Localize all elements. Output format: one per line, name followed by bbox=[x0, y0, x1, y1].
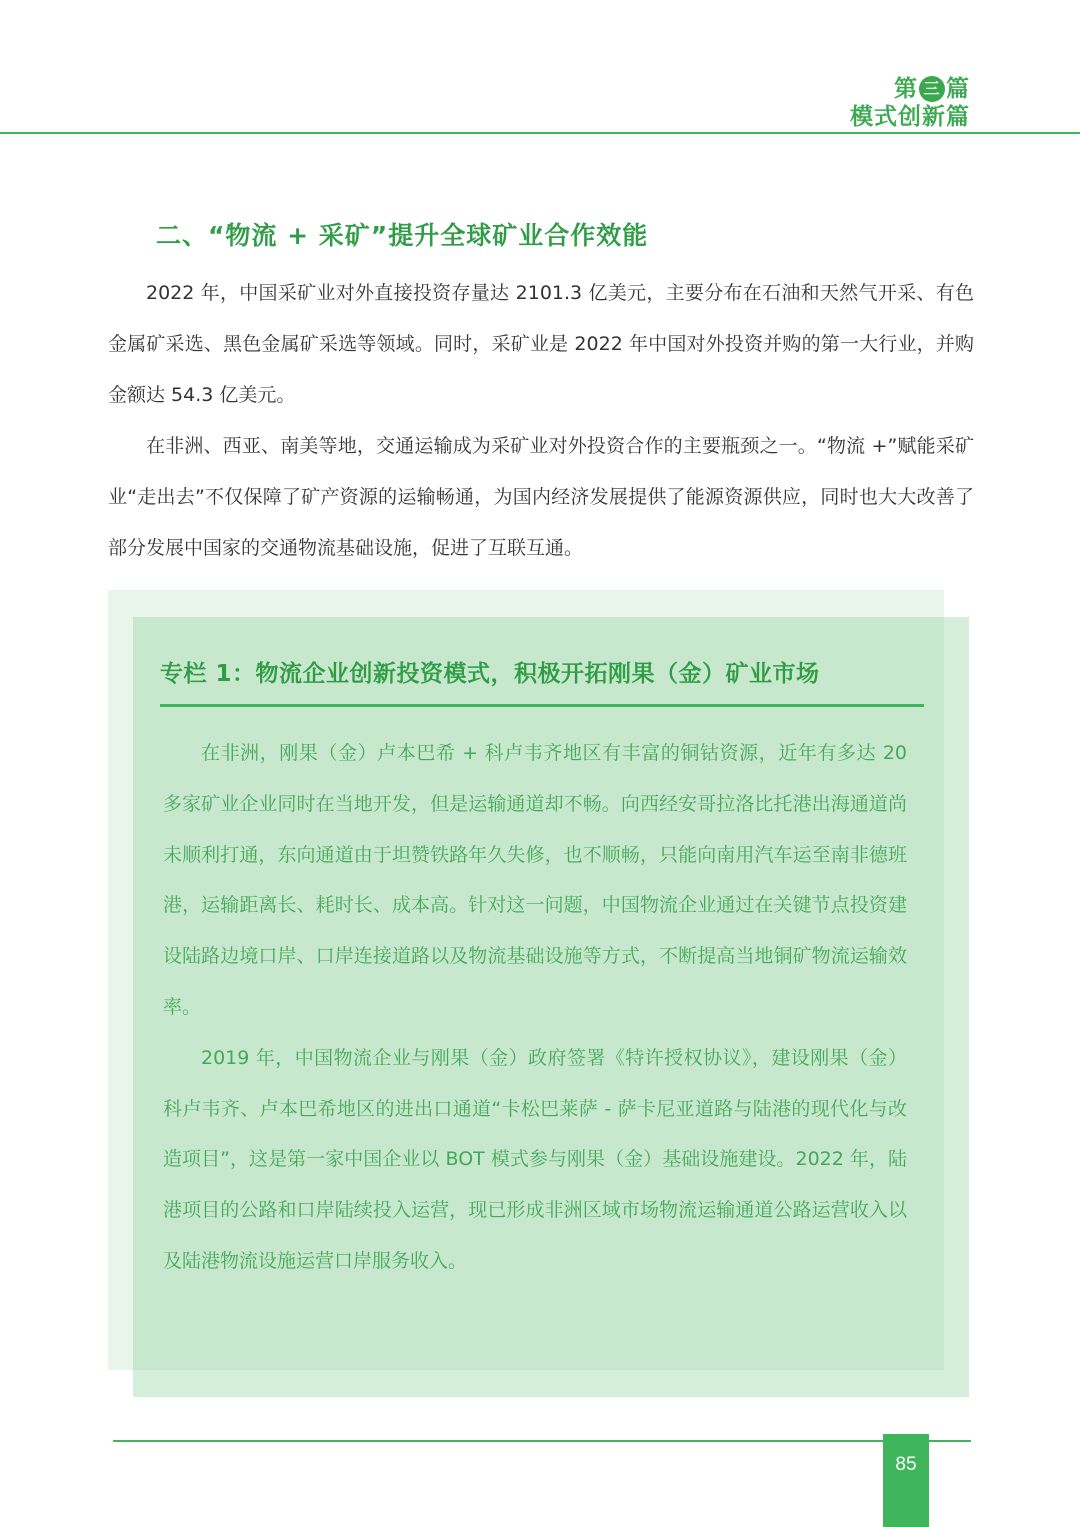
column-title-rule bbox=[160, 704, 924, 707]
part-prefix: 第 bbox=[894, 76, 918, 102]
column-paragraph: 2019 年，中国物流企业与刚果（金）政府签署《特许授权协议》，建设刚果（金）科卢韦齐、卢本巴希地区的进出口通道“卡松巴莱萨 - 萨卡尼亚道路与陆港的现代化与改造项目”，这是第一家中国企业以 BOT 模式参与刚果（金）基础设施建设。2022 年，陆港项目的公路和口岸陆续投入运营，现已形成非洲区域市场物流运输通道公路运营收入以及陆港物流设施运营口岸服务收入。 bbox=[163, 1046, 907, 1272]
header-divider bbox=[0, 132, 1080, 134]
body-paragraph: 2022 年，中国采矿业对外直接投资存量达 2101.3 亿美元，主要分布在石油和天然气开采、有色金属矿采选、黑色金属矿采选等领域。同时，采矿业是 2022 年中国对外投资并购的第一大行业，并购金额达 54.3 亿美元。 bbox=[108, 282, 974, 406]
column-paragraph: 在非洲，刚果（金）卢本巴希 + 科卢韦齐地区有丰富的铜钴资源，近年有多达 20 多家矿业企业同时在当地开发，但是运输通道却不畅。向西经安哥拉洛比托港出海通道尚未顺利打通，东向通道由于坦赞铁路年久失修，也不顺畅，只能向南用汽车运至南非德班港，运输距离长、耗时长、成本高。针对这一问题，中国物流企业通过在关键节点投资建设陆路边境口岸、口岸连接道路以及物流基础设施等方式，不断提高当地铜矿物流运输效率。 bbox=[163, 742, 907, 1018]
column-title: 专栏 1：物流企业创新投资模式，积极开拓刚果（金）矿业市场 bbox=[160, 661, 820, 687]
page-number-tab bbox=[883, 1434, 929, 1527]
part-name: 模式创新篇 bbox=[850, 104, 970, 130]
page-number: 85 bbox=[895, 1454, 917, 1475]
body-text bbox=[108, 268, 974, 574]
footer-divider bbox=[113, 1440, 971, 1442]
column-text bbox=[163, 728, 907, 1287]
section-heading: 二、“物流 + 采矿”提升全球矿业合作效能 bbox=[156, 221, 649, 250]
part-number-badge: 三 bbox=[919, 76, 945, 102]
part-suffix: 篇 bbox=[946, 76, 970, 102]
body-paragraph: 在非洲、西亚、南美等地，交通运输成为采矿业对外投资合作的主要瓶颈之一。“物流 +”赋能采矿业“走出去”不仅保障了矿产资源的运输畅通，为国内经济发展提供了能源资源供应，同时也大大改善了部分发展中国家的交通物流基础设施，促进了互联互通。 bbox=[108, 435, 974, 559]
